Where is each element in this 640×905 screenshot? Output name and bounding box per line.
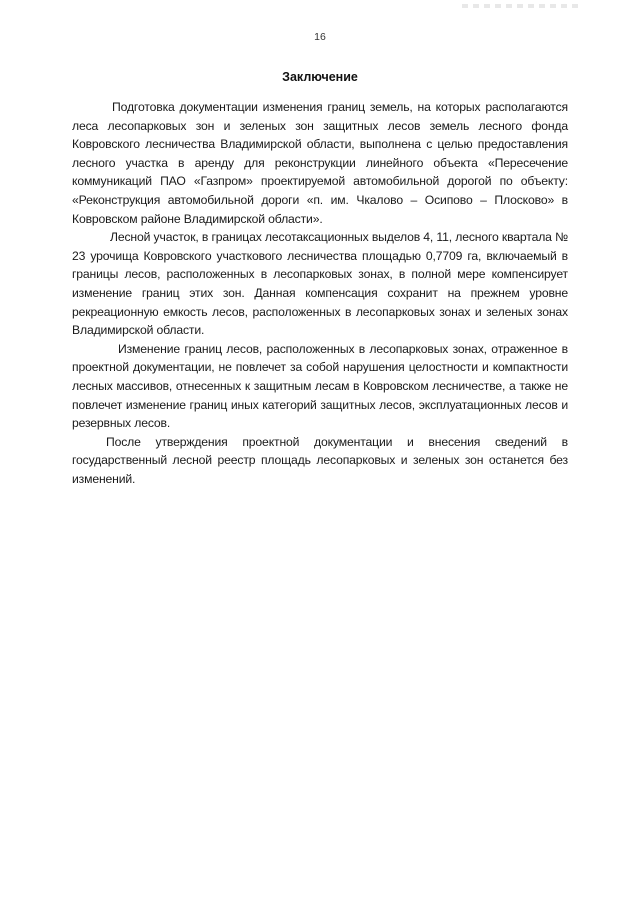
document-body xyxy=(72,98,568,488)
scan-artifact xyxy=(462,4,582,8)
paragraph: Лесной участок, в границах лесотаксационных выделов 4, 11, лесного квартала № 23 урочища Ковровского участкового лесничества площадью 0,7709 га, включаемый в границы лесов, расположенных в лесопарковых зонах, в полной мере компенсирует изменение границ этих зон. Данная компенсация сохранит на прежнем уровне рекреационную емкость лесов, расположенных в лесопарковых зонах и зеленых зонах Владимирской области. xyxy=(72,230,568,338)
paragraph: Изменение границ лесов, расположенных в лесопарковых зонах, отраженное в проектной документации, не повлечет за собой нарушения целостности и компактности лесных массивов, отнесенных к защитным лесам в Ковровском лесничестве, а также не повлечет изменение границ иных категорий защитных лесов, эксплуатационных лесов и резервных лесов. xyxy=(72,341,568,431)
paragraph: Подготовка документации изменения границ земель, на которых располагаются леса лесопарковых зон и зеленых зон защитных лесов земель лесного фонда Ковровского лесничества Владимирской области, выполнена с целью предоставления лесного участка в аренду для реконструкции линейного объекта «Пересечение коммуникаций ПАО «Газпром» проектируемой автомобильной дорогой по объекту: «Реконструкция автомобильной дороги «п. им. Чкалово – Осипово – Плосково» в Ковровском районе Владимирской области». xyxy=(72,100,568,226)
section-title: Заключение xyxy=(282,70,358,84)
paragraph: После утверждения проектной документации и внесения сведений в государственный лесной реестр площадь лесопарковых и зеленых зон останется без изменений. xyxy=(72,434,568,486)
page-number: 16 xyxy=(314,31,326,43)
